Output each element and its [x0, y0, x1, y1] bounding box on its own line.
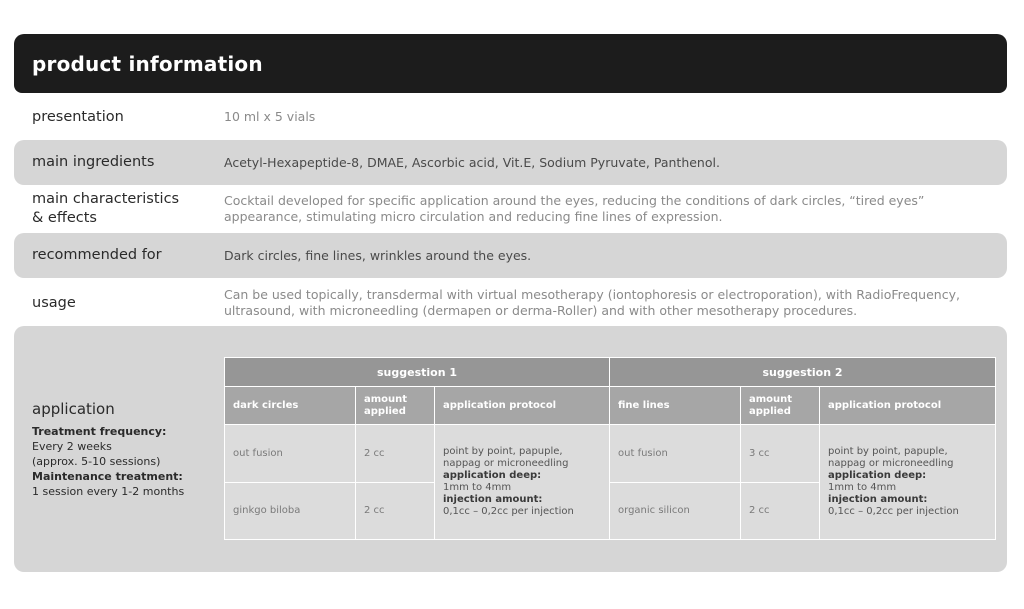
frequency-line: Every 2 weeks [32, 440, 112, 453]
column-header: fine lines [610, 387, 741, 425]
row-value: Dark circles, fine lines, wrinkles around the eyes. [224, 247, 532, 263]
table-cell: out fusion [610, 425, 741, 483]
presentation-row [14, 101, 1007, 133]
application-notes [32, 424, 184, 499]
row-label: usage [32, 294, 76, 311]
protocol-cell [820, 425, 996, 540]
column-header: application protocol [820, 387, 996, 425]
table-cell: 2 cc [356, 425, 435, 483]
protocol-deep-value: 1mm to 4mm [443, 482, 512, 493]
protocol-table [224, 357, 996, 540]
protocol-deep-label: application deep: [443, 470, 542, 481]
characteristics-row [14, 188, 1007, 230]
protocol-injection-value: 0,1cc – 0,2cc per injection [443, 506, 574, 517]
recommended-row [14, 233, 1007, 278]
usage-row [14, 283, 1007, 323]
table-cell: 2 cc [741, 482, 820, 540]
protocol-deep-value: 1mm to 4mm [828, 482, 897, 493]
page-title: product information [32, 51, 263, 76]
protocol-injection-label: injection amount: [443, 494, 543, 505]
product-info-header [14, 34, 1007, 93]
application-panel [14, 326, 1007, 572]
table-cell: out fusion [225, 425, 356, 483]
column-header: amount applied [356, 387, 435, 425]
row-label: main ingredients [32, 154, 155, 170]
protocol-injection-label: injection amount: [828, 494, 928, 505]
protocol-injection-value: 0,1cc – 0,2cc per injection [828, 506, 959, 517]
column-header: application protocol [435, 387, 610, 425]
protocol-deep-label: application deep: [828, 470, 927, 481]
row-value: Can be used topically, transdermal with virtual mesotherapy (iontophoresis or electroporation), with RadioFrequency, ultrasound, with microneedling (dermapen or derma-Roller) and with other mesotherapy procedures. [224, 287, 960, 318]
row-label: presentation [32, 108, 124, 125]
protocol-text: point by point, papuple, nappag or microneedling [828, 446, 954, 469]
application-title: application [32, 400, 115, 418]
row-label: recommended for [32, 247, 162, 263]
group-header: suggestion 2 [610, 358, 996, 387]
table-row [225, 425, 996, 483]
maintenance-value: 1 session every 1-2 months [32, 485, 185, 498]
frequency-line: (approx. 5-10 sessions) [32, 455, 161, 468]
main-ingredients-row [14, 140, 1007, 185]
row-value: Acetyl-Hexapeptide-8, DMAE, Ascorbic acid, Vit.E, Sodium Pyruvate, Panthenol. [224, 154, 720, 170]
table-cell: 3 cc [741, 425, 820, 483]
maintenance-label: Maintenance treatment: [32, 470, 183, 483]
table-cell: 2 cc [356, 482, 435, 540]
row-value: Cocktail developed for specific application around the eyes, reducing the conditions of dark circles, “tired eyes” appearance, stimulating micro circulation and reducing fine lines of expression. [224, 193, 925, 224]
table-cell: organic silicon [610, 482, 741, 540]
column-header: amount applied [741, 387, 820, 425]
row-value: 10 ml x 5 vials [224, 109, 316, 124]
frequency-label: Treatment frequency: [32, 425, 167, 438]
protocol-text: point by point, papuple, nappag or microneedling [443, 446, 569, 469]
row-label: main characteristics & effects [32, 191, 180, 226]
column-header: dark circles [225, 387, 356, 425]
protocol-cell [435, 425, 610, 540]
table-cell: ginkgo biloba [225, 482, 356, 540]
group-header: suggestion 1 [225, 358, 610, 387]
